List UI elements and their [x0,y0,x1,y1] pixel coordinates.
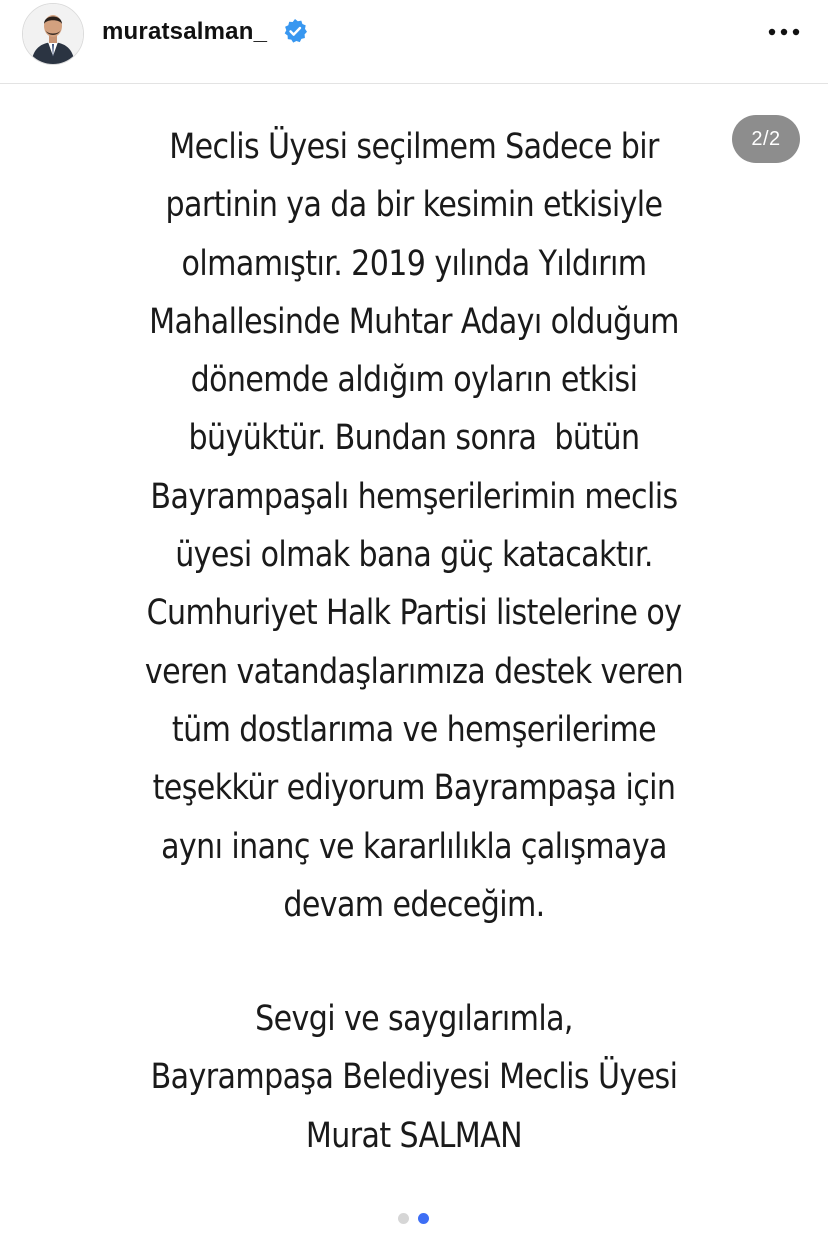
message-line: dönemde aldığım oyların etkisi [190,360,638,401]
message-line: Meclis Üyesi seçilmem Sadece bir [169,127,659,167]
message-line: veren vatandaşlarımıza destek veren [144,651,684,692]
more-options-icon[interactable] [764,24,804,40]
message-line: teşekkür ediyorum Bayrampaşa için [152,768,676,809]
post-message [110,118,719,934]
message-line: Bayrampaşalı hemşerilerimin meclis [150,476,678,517]
verified-badge-icon [282,18,308,44]
username[interactable]: muratsalman_ [102,18,268,45]
message-line: tüm dostlarıma ve hemşerilerime [171,709,657,750]
carousel-dot-1[interactable] [398,1213,409,1224]
profile-photo-icon [23,4,83,64]
message-line: büyüktür. Bundan sonra bütün [188,418,640,459]
signature-line: Sevgi ve saygılarımla, [255,999,573,1039]
carousel-dot-2-active[interactable] [418,1213,429,1224]
carousel-counter: 2/2 [732,115,800,163]
message-line: Mahallesinde Muhtar Adayı olduğum [149,301,679,342]
message-line: Cumhuriyet Halk Partisi listelerine oy [146,593,682,634]
signature-line: Bayrampaşa Belediyesi Meclis Üyesi [150,1057,678,1098]
post-signature [110,990,719,1165]
post-header [0,0,828,84]
message-line: aynı inanç ve kararlılıkla çalışmaya [161,826,667,867]
message-line: devam edeceğim. [283,884,545,925]
profile-avatar[interactable] [22,3,84,65]
message-line: partinin ya da bir kesimin etkisiyle [165,185,663,226]
message-line: olmamıştır. 2019 yılında Yıldırım [181,243,647,284]
carousel-indicator [396,1213,432,1225]
message-line: üyesi olmak bana güç katacaktır. [175,535,653,576]
signature-line: Murat SALMAN [305,1115,523,1156]
